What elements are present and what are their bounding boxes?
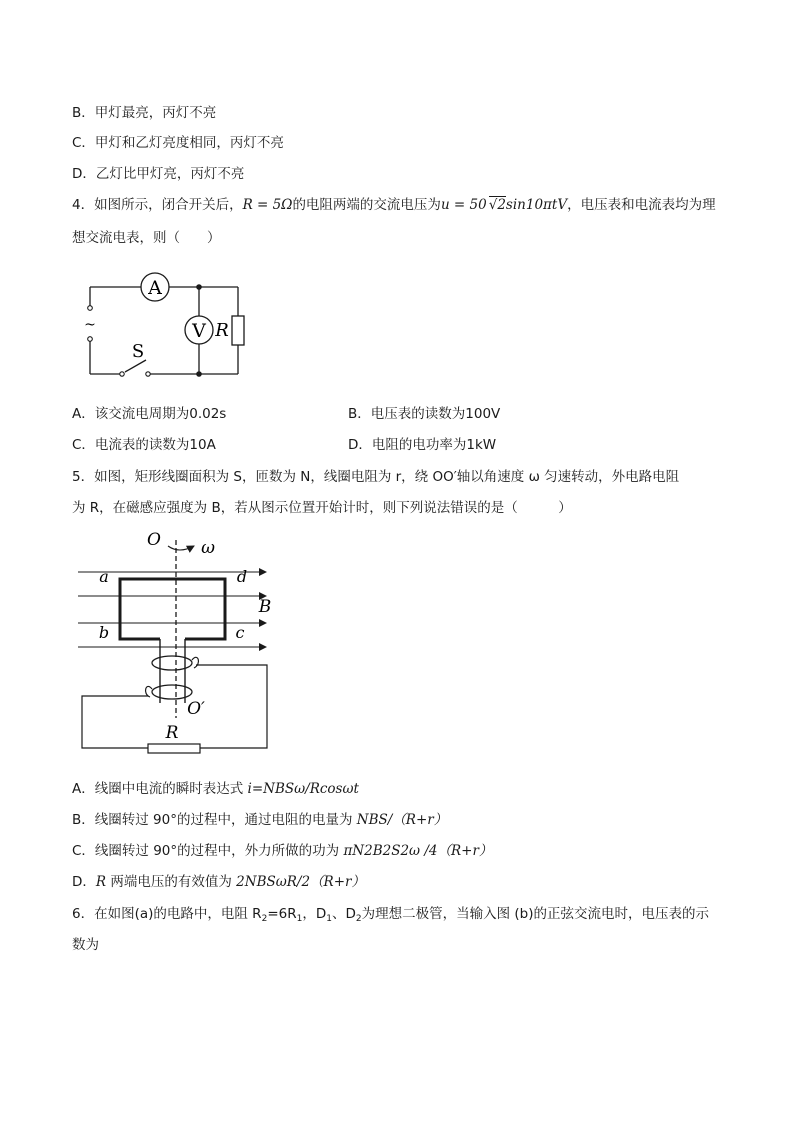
label-c: c (235, 623, 245, 642)
q4-stem-line1: 4．如图所示，闭合开关后，R = 5Ω的电阻两端的交流电压为u = 50 √2sin10πtV，电压表和电流表均为理 (72, 197, 716, 213)
q5-rotating-coil-diagram (72, 528, 282, 756)
ac-source-symbol: ~ (84, 317, 96, 333)
slip-ring-bottom (152, 685, 192, 699)
q5-stem-line2: 为 R，在磁感应强度为 B，若从图示位置开始计时，则下列说法错误的是（ ） (72, 500, 572, 516)
resistor-symbol (232, 316, 244, 345)
q4-option-c: C．电流表的读数为10A (72, 437, 216, 453)
q4-option-b: B．电压表的读数为100V (348, 406, 501, 422)
junction-dot-top (196, 284, 202, 290)
switch-contact-right (146, 372, 150, 376)
switch-contact-left (120, 372, 124, 376)
brush-top (192, 657, 198, 668)
label-a: a (99, 567, 109, 586)
junction-dot-bottom (196, 371, 202, 377)
label-o-top: O (147, 530, 161, 550)
q4-u-expression: u = 50 √2sin10πtV (440, 197, 568, 213)
q5-option-a: A．线圈中电流的瞬时表达式 i=NBSω/Rcosωt (72, 781, 359, 797)
coil-loop (120, 579, 225, 639)
q4-option-d: D．电阻的电功率为1kW (348, 437, 497, 453)
label-o-bottom: O′ (187, 699, 205, 719)
label-field-b: B (258, 597, 272, 617)
label-omega: ω (201, 538, 215, 558)
q5-option-d: D．R 两端电压的有效值为 2NBSωR/2（R+r） (72, 874, 365, 890)
voltmeter-label: V (192, 320, 206, 342)
label-resistor: R (165, 723, 179, 743)
rotation-arrow (168, 546, 194, 550)
q5-stem-line1: 5．如图，矩形线圈面积为 S，匝数为 N，线圈电阻为 r，绕 OO′轴以角速度 ω 匀速转动，外电路电阻 (72, 469, 680, 485)
q4-circuit-diagram (80, 268, 250, 383)
q5-option-c: C．线圈转过 90°的过程中，外力所做的功为 πN2B2S2ω /4（R+r） (72, 843, 493, 859)
q4-option-a: A．该交流电周期为0.02s (72, 406, 227, 422)
q6-stem-line2: 数为 (72, 937, 99, 953)
label-d: d (236, 567, 248, 586)
q5-option-b: B．线圈转过 90°的过程中，通过电阻的电量为 NBS/（R+r） (72, 812, 448, 828)
q4-stem-line2: 想交流电表，则（ ） (72, 230, 221, 246)
q3-option-d: D．乙灯比甲灯亮，丙灯不亮 (72, 166, 245, 182)
resistor-label: R (215, 320, 229, 341)
source-terminal-bottom (88, 337, 93, 342)
label-b: b (98, 623, 110, 642)
q6-stem-line1: 6．在如图(a)的电路中，电阻 $R_2=6R_1$，$D_1$、$D_2$为理想二极管，当输入图 (b)的正弦交流电时，电压表的示 (72, 906, 710, 924)
q3-option-b: B．甲灯最亮，丙灯不亮 (72, 105, 217, 121)
slip-ring-top (152, 656, 192, 670)
external-resistor (148, 744, 200, 753)
source-terminal-top (88, 306, 93, 311)
ammeter-label: A (148, 277, 162, 299)
q4-r-expression: R = 5Ω (242, 197, 293, 213)
switch-label: S (131, 341, 145, 362)
q3-option-c: C．甲灯和乙灯亮度相同，丙灯不亮 (72, 135, 284, 151)
